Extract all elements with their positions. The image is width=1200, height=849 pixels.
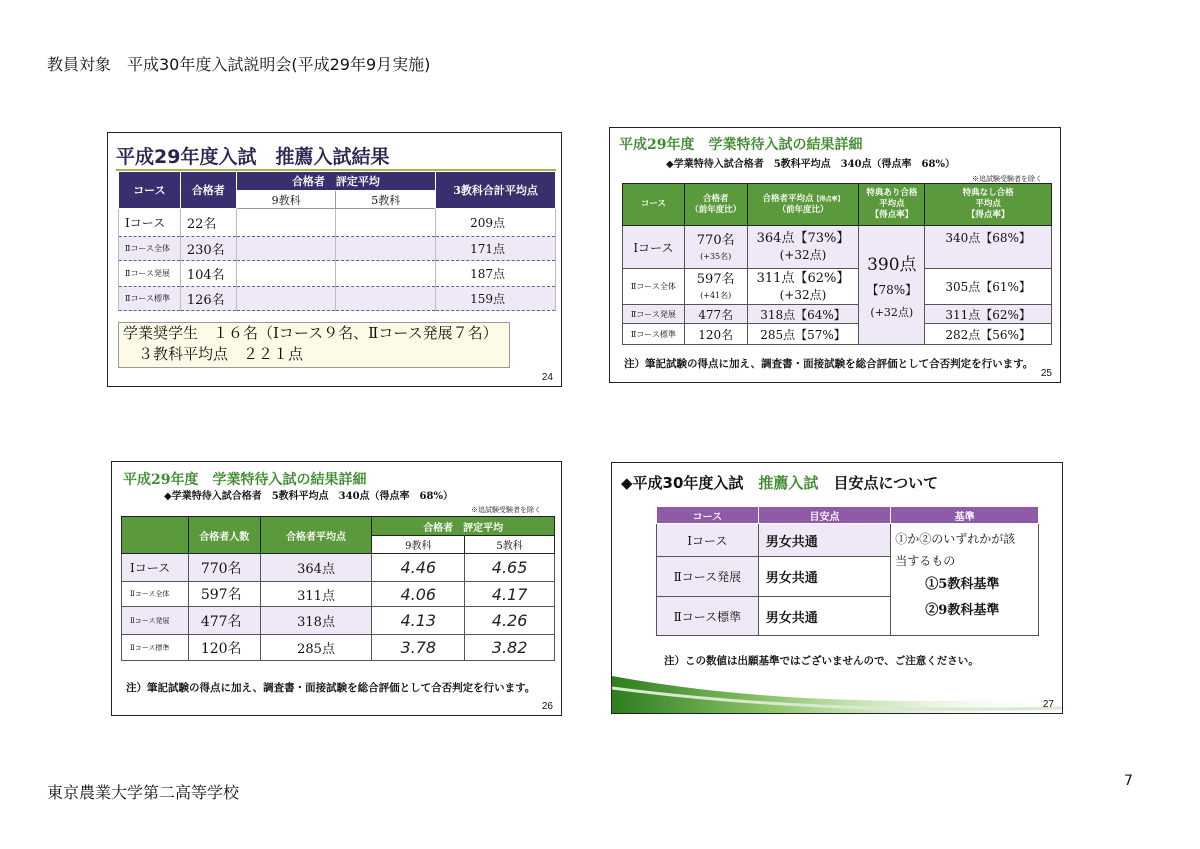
row-passers: 22名 [180,209,236,237]
footnote-small: ※追試験受験者を除く [972,175,1042,183]
row-average: 311点【62%】 (+32点) [747,269,859,305]
row-course: Ⅱコース標準 [119,287,181,311]
slide-title: ◆平成30年度入試 推薦入試 目安点について [621,474,939,492]
row-rating-five: 3.82 [465,635,555,661]
row-average: 318点 [260,607,372,635]
row-average: 311点 [260,582,372,607]
row-rating-five: 4.65 [465,554,555,582]
row-target: 男女共通 [758,597,891,636]
row-without: 282点【56%】 [925,324,1052,345]
row-target: 男女共通 [758,524,891,557]
slide-number: 25 [1040,368,1052,379]
slide-subtitle: ◆学業特待入試合格者 5教科平均点 340点（得点率 68%） [666,159,955,170]
row-course: Ⅱコース発展 [122,607,189,635]
header-course: コース [657,507,759,524]
row-nine [236,209,336,237]
row-average: 285点 [260,635,372,661]
row-three: 159点 [436,287,556,311]
row-three: 171点 [436,237,556,261]
footnote-small: ※追試験受験者を除く [471,506,541,514]
row-without: 305点【61%】 [925,269,1052,305]
header-average: 合格者平均点【得点率】 （前年度比） [747,184,859,226]
row-course: Ⅱコース全体 [119,237,181,261]
header-course-blank [122,517,189,554]
row-average: 285点【57%】 [747,324,859,345]
header-average: 合格者平均点 [260,517,372,554]
row-nine [236,287,336,311]
slide-24 [107,132,562,387]
row-count: 477名 [188,607,260,635]
row-course: Ⅰコース [122,554,189,582]
scholarship-rating-table [121,516,555,661]
header-three-subject-avg: 3教科合計平均点 [436,172,556,209]
merged-with-benefit: 390点 【78%】 (+32点) [859,226,925,345]
row-rating-nine: 4.46 [372,554,465,582]
slide-number: 24 [541,372,553,383]
criteria-cell: ①か②のいずれかが該 当するもの ①5教科基準 ②9教科基準 [891,524,1039,636]
row-count: 770名 [188,554,260,582]
row-course: Ⅱコース発展 [119,261,181,287]
slide-number: 26 [541,701,553,712]
header-rating: 合格者 評定平均 [372,517,555,536]
target-score-table [656,506,1039,636]
row-without: 311点【62%】 [925,305,1052,324]
row-rating-nine: 3.78 [372,635,465,661]
scholarship-line: 学業奨学生 １６名（Ⅰコース９名、Ⅱコース発展７名） [123,324,498,342]
row-target: 男女共通 [758,557,891,597]
row-course: Ⅱコース発展 [657,557,759,597]
header-target: 目安点 [758,507,891,524]
row-passers: 120名 [684,324,747,345]
header-without-benefit: 特典なし合格 平均点 【得点率】 [925,184,1052,226]
row-passers: 230名 [180,237,236,261]
header-count: 合格者人数 [188,517,260,554]
scholarship-box [118,322,510,368]
row-nine [236,261,336,287]
page-number: 7 [1124,773,1133,789]
row-rating-nine: 4.06 [372,582,465,607]
row-five [336,209,436,237]
row-course: Ⅱコース標準 [657,597,759,636]
row-course: Ⅱコース全体 [623,269,685,305]
row-three: 209点 [436,209,556,237]
row-average: 364点【73%】 (+32点) [747,226,859,269]
header-nine-subjects: 9教科 [372,536,465,554]
row-course: Ⅱコース標準 [122,635,189,661]
page-header: 教員対象 平成30年度入試説明会(平成29年9月実施) [47,55,431,74]
slide-title: 平成29年度 学業特待入試の結果詳細 [123,472,367,488]
header-course: コース [119,172,181,209]
row-passers: 477名 [684,305,747,324]
slide-title: 平成29年度 学業特待入試の結果詳細 [619,137,863,153]
slide-number: 27 [1042,699,1054,710]
row-count: 120名 [188,635,260,661]
scholarship-detail-table [622,183,1052,345]
row-average: 318点【64%】 [747,305,859,324]
green-sweep-decoration [612,668,1063,714]
row-count: 597名 [188,582,260,607]
row-course: Ⅱコース発展 [623,305,685,324]
slide-26 [111,461,562,716]
header-five-subjects: 5教科 [336,191,436,209]
row-passers: 597名 (+41名) [684,269,747,305]
row-average: 364点 [260,554,372,582]
row-passers: 104名 [180,261,236,287]
page-footer: 東京農業大学第二高等学校 [47,783,240,802]
slide-subtitle: ◆学業特待入試合格者 5教科平均点 340点（得点率 68%） [164,491,453,502]
row-three: 187点 [436,261,556,287]
row-passers: 126名 [180,287,236,311]
header-course: コース [623,184,685,226]
row-without: 340点【68%】 [925,226,1052,269]
header-criteria: 基準 [891,507,1039,524]
recommendation-results-table [118,171,556,311]
slide-27 [611,462,1063,714]
row-five [336,237,436,261]
row-nine [236,237,336,261]
row-course: Ⅰコース [657,524,759,557]
slide-title: 平成29年度入試 推薦入試結果 [116,146,390,168]
header-rating-avg: 合格者 評定平均 [236,172,435,191]
slide-note: 注）筆記試験の得点に加え、調査書・面接試験を総合評価として合否判定を行います。 [126,682,536,694]
row-five [336,261,436,287]
slide-25 [609,127,1061,383]
row-rating-five: 4.17 [465,582,555,607]
row-course: Ⅰコース [119,209,181,237]
slide-note: 注）この数値は出願基準ではございませんので、ご注意ください。 [664,655,979,667]
row-rating-nine: 4.13 [372,607,465,635]
scholarship-average: ３教科平均点 ２２１点 [123,345,304,363]
row-passers: 770名 (+35名) [684,226,747,269]
row-course: Ⅱコース全体 [122,582,189,607]
header-five-subjects: 5教科 [465,536,555,554]
header-passers: 合格者 （前年度比） [684,184,747,226]
row-rating-five: 4.26 [465,607,555,635]
header-passers: 合格者 [180,172,236,209]
row-course: Ⅱコース標準 [623,324,685,345]
slide-note: 注）筆記試験の得点に加え、調査書・面接試験を総合評価として合否判定を行います。 [624,358,1034,370]
header-nine-subjects: 9教科 [236,191,336,209]
row-course: Ⅰコース [623,226,685,269]
row-five [336,287,436,311]
header-with-benefit: 特典あり合格 平均点 【得点率】 [859,184,925,226]
